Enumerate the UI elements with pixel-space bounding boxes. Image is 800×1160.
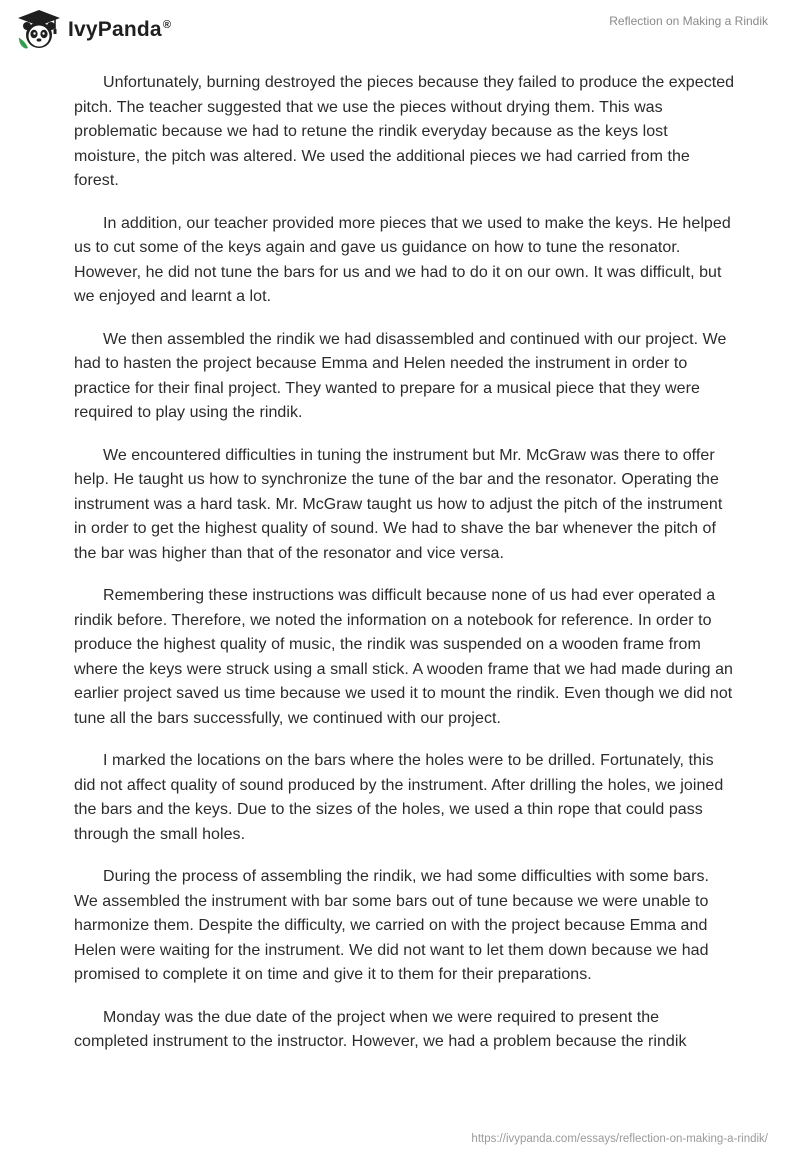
paragraph-4: We encountered difficulties in tuning the instrument but Mr. McGraw was there to offer help. He taught us how to synchronize the tune of the bar and the resonator. Operating the instrument was a hard task. Mr. McGraw taught us how to adjust the pitch of the instrument in order to get the highest quality of sound. We had to shave the bar whenever the pitch of the bar was higher than that of the resonator and vice versa. bbox=[74, 446, 723, 562]
essay-body bbox=[74, 71, 736, 1073]
panda-graduate-icon bbox=[16, 8, 62, 52]
paragraph-8: Monday was the due date of the project when we were required to present the completed instrument to the instructor. However, we had a problem because the rindik bbox=[74, 1008, 687, 1050]
brand-name: IvyPanda® bbox=[68, 18, 172, 41]
registered-mark: ® bbox=[162, 19, 172, 31]
paragraph-6: I marked the locations on the bars where the holes were to be drilled. Fortunately, this did not affect quality of sound produced by the instrument. After drilling the holes, we joined the bars and the keys. Due to the sizes of the holes, we used a thin rope that could pass through the small holes. bbox=[74, 752, 724, 843]
paragraph-1: Unfortunately, burning destroyed the pieces because they failed to produce the expected pitch. The teacher suggested that we use the pieces without drying them. This was problematic because we had to retune the rindik everyday because as the keys lost moisture, the pitch was altered. We used the additional pieces we had carried from the forest. bbox=[74, 74, 735, 189]
document-title: Reflection on Making a Rindik bbox=[609, 14, 768, 28]
brand-logo[interactable] bbox=[16, 8, 171, 52]
page-header bbox=[0, 0, 800, 60]
paragraph-5: Remembering these instructions was difficult because none of us had ever operated a rindik before. Therefore, we noted the information on a notebook for reference. In order to produce the highest quality of music, the rindik was suspended on a wooden frame from where the keys were struck using a small stick. A wooden frame that we had made during an earlier project saved us time because we used it to mount the rindik. Even though we did not tune all the bars successfully, we continued with our project. bbox=[74, 587, 734, 727]
paragraph-2: In addition, our teacher provided more pieces that we used to make the keys. He helped us to cut some of the keys again and gave us guidance on how to tune the resonator. However, he did not tune the bars for us and we had to do it on our own. It was difficult, but we enjoyed and learnt a lot. bbox=[74, 214, 731, 305]
paragraph-3: We then assembled the rindik we had disassembled and continued with our project. We had to hasten the project because Emma and Helen needed the instrument in order to practice for their final project. They wanted to prepare for a musical piece that they were required to play using the rindik. bbox=[74, 330, 727, 421]
source-url-link[interactable]: https://ivypanda.com/essays/reflection-on-making-a-rindik/ bbox=[471, 1133, 768, 1145]
paragraph-7: During the process of assembling the rindik, we had some difficulties with some bars. We assembled the instrument with bar some bars out of tune because we were unable to harmonize them. Despite the difficulty, we carried on with the project because Emma and Helen were waiting for the instrument. We did not want to let them down because we had promised to complete it on time and give it to them for their preparations. bbox=[74, 868, 710, 983]
